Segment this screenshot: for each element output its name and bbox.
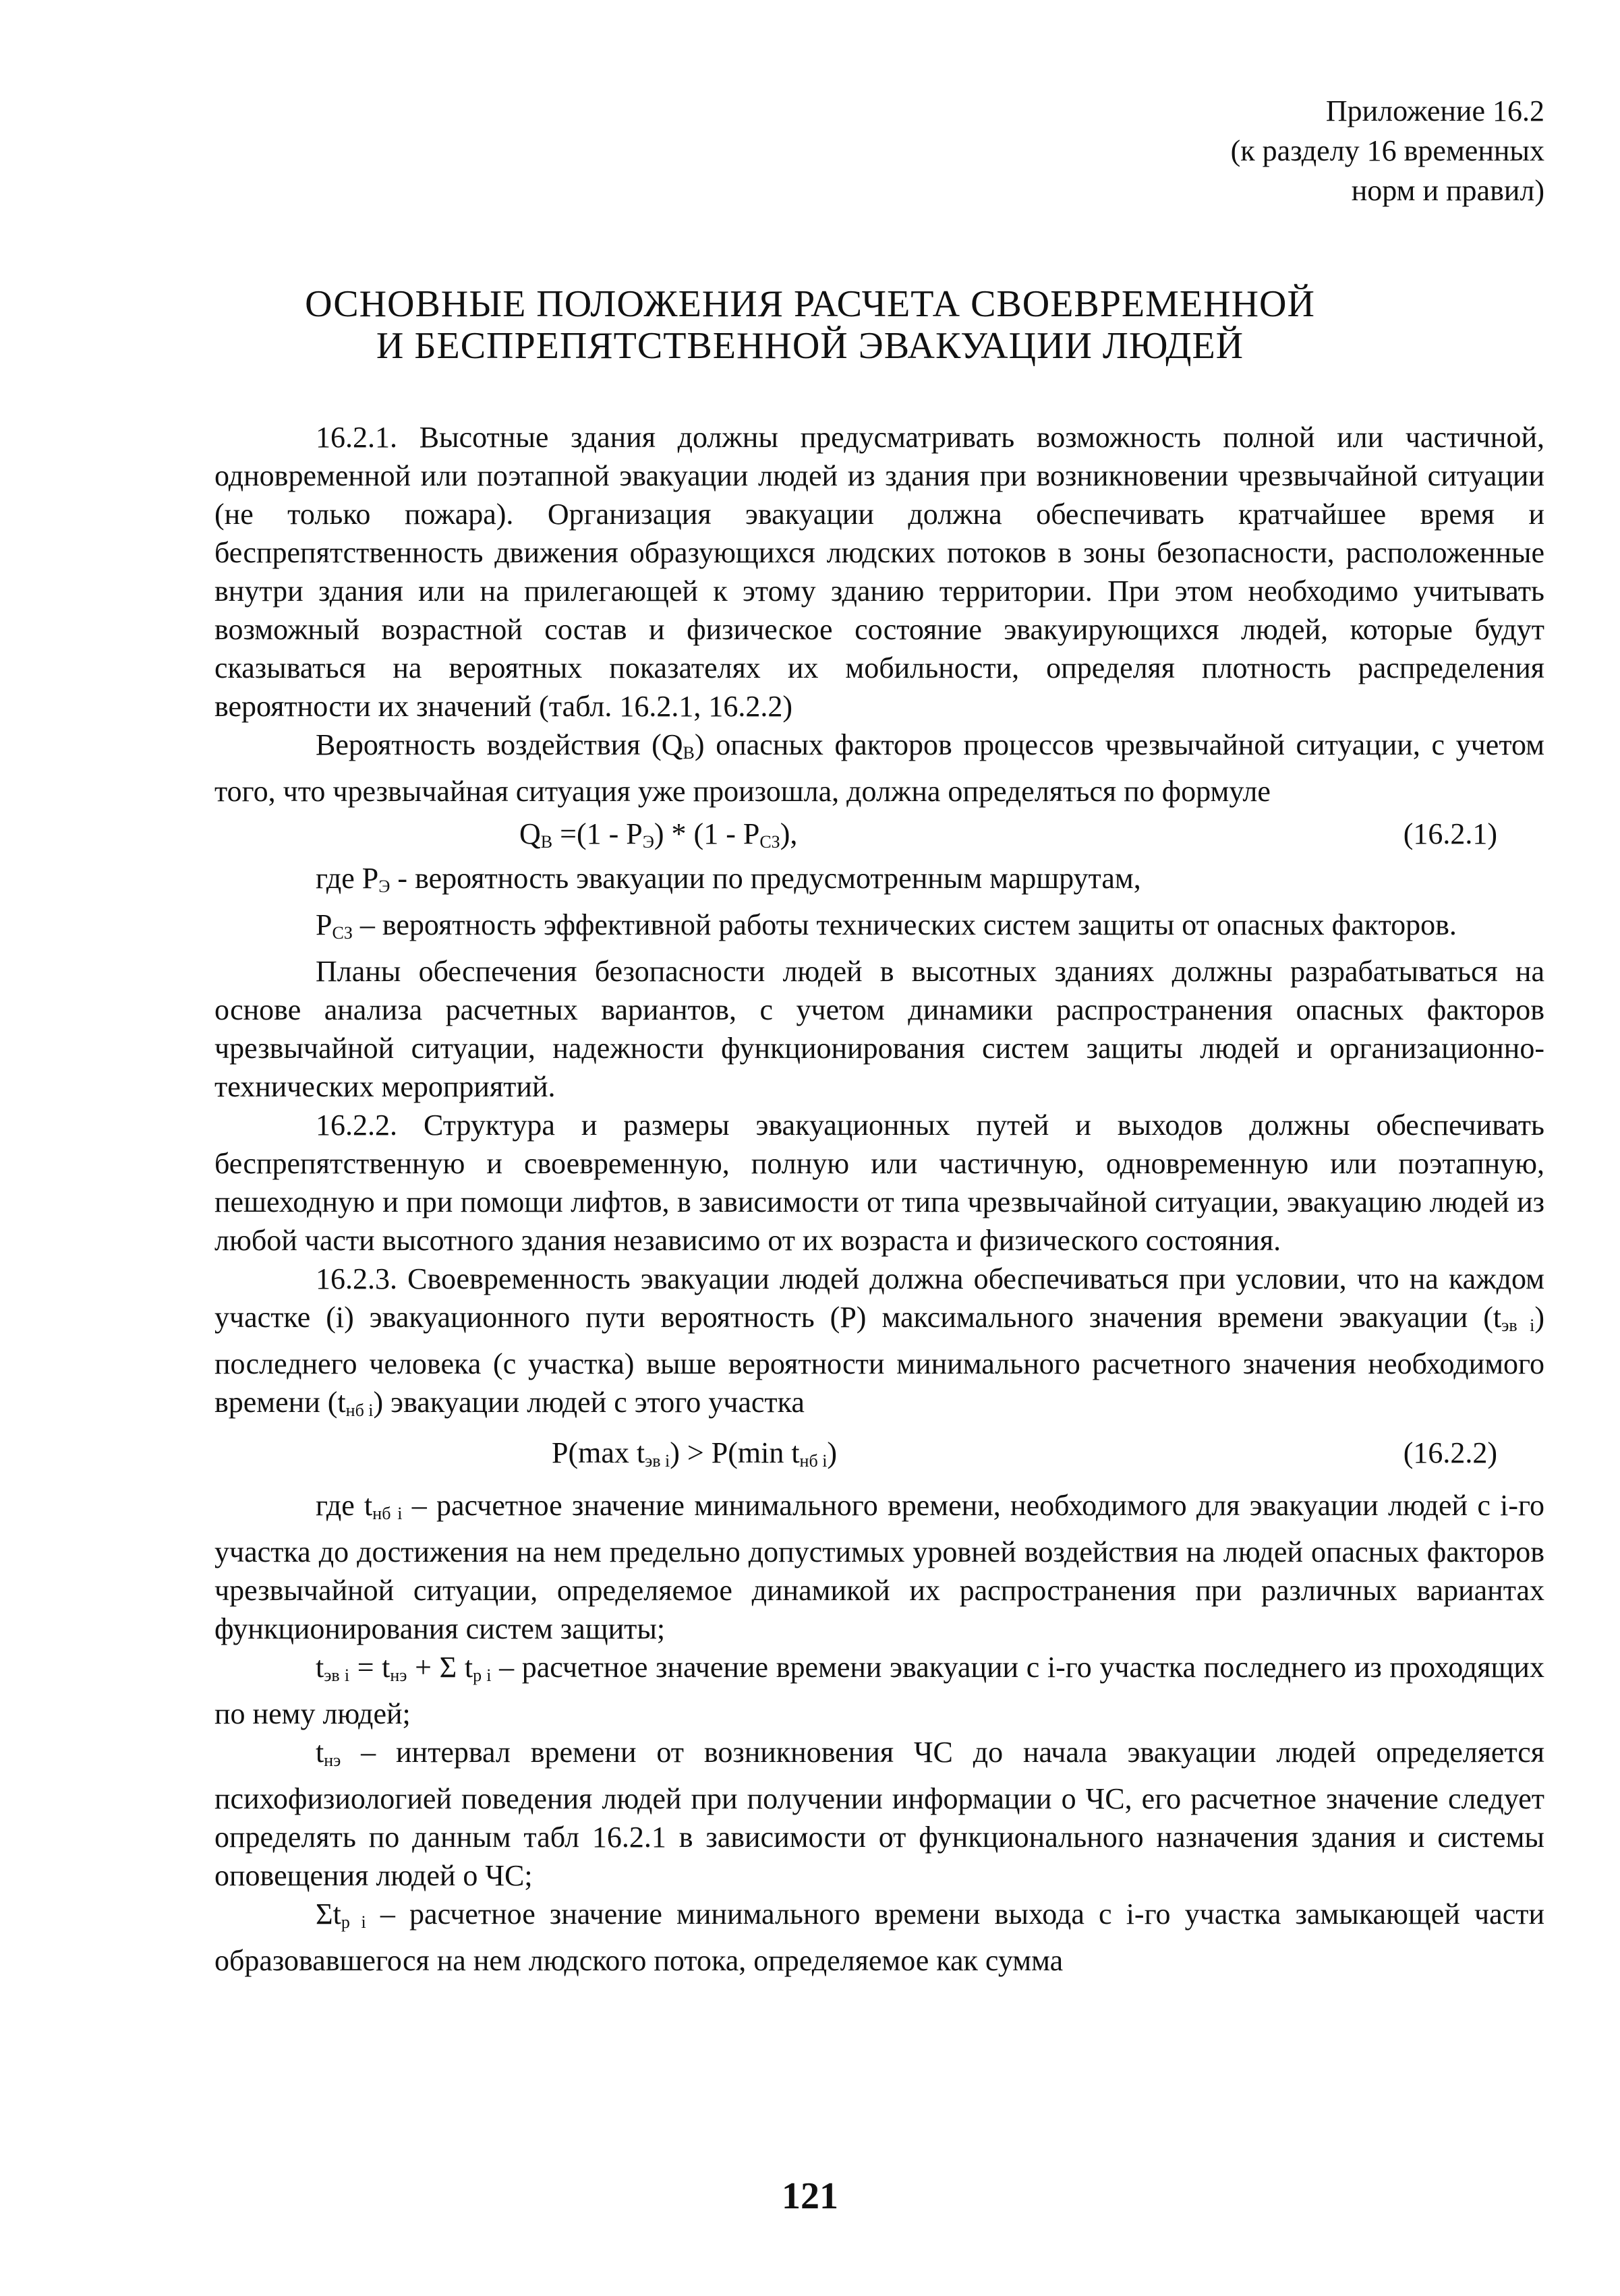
definition-t-ne: $t_{нэ}$ – интервал времени от возникновения ЧС до начала эвакуации людей определяется психофизиологией поведения людей при получении информации о ЧС, его расчетное значение следует определять по данным табл 16.2.1 в зависимости от функционального назначения здания и системы оповещения людей о ЧС; (214, 1736, 1544, 1892)
appendix-line: Приложение 16.2 (1325, 94, 1544, 127)
paragraph-16-2-2: 16.2.2. Структура и размеры эвакуационных путей и выходов должны обеспечивать беспрепятственную и своевременную, полную или частичную, одновременную или поэтапную, пешеходную и при помощи лифтов, в зависимости от типа чрезвычайной ситуации, эвакуацию людей из любой части высотного здания независимо от их возраста и физического состояния. (214, 1109, 1544, 1257)
formula-number: (16.2.2) (1403, 1436, 1497, 1469)
definition-sum-t-p: $\Sigma t_{р i}$ – расчетное значение минимального времени выхода с i-го участка замыкающей части образовавшегося на нем людского потока, определяемое как сумма (214, 1897, 1545, 1977)
definition-p-sz: $P_{СЗ}$ – вероятность эффективной работы технических систем защиты от опасных факторов. (316, 908, 1457, 943)
definition-p-e: где $P_Э$ - вероятность эвакуации по предусмотренным маршрутам, (316, 862, 1141, 896)
formula-16-2-2 (214, 1430, 1544, 1478)
title-line: ОСНОВНЫЕ ПОЛОЖЕНИЯ РАСЧЕТА СВОЕВРЕМЕННОЙ (305, 283, 1315, 325)
body-text (214, 418, 1544, 1980)
definition-t-ev: $t_{эв i} = t_{нэ} + \Sigma$ $t_{р i}$ – расчетное значение времени эвакуации с i-го участка последнего из проходящих по нему людей; (214, 1651, 1544, 1730)
formula-number: (16.2.1) (1403, 817, 1497, 850)
paragraph-16-2-1: 16.2.1. Высотные здания должны предусматривать возможность полной или частичной, одновременной или поэтапной эвакуации людей из здания при возникновении чрезвычайной ситуации (не только пожара). Организация эвакуации должна обеспечивать кратчайшее время и беспрепятственность движения образующихся людских потоков в зоны безопасности, расположенные внутри здания или на прилегающей к этому зданию территории. При этом необходимо учитывать возможный возрастной состав и физическое состояние эвакуирующихся людей, которые будут сказываться на вероятных показателях их мобильности, определяя плотность распределения вероятности их значений (табл. 16.2.1, 16.2.2) (214, 421, 1544, 723)
document-title (0, 283, 1620, 367)
formula-expression: $Q_В =(1 - P_Э) * (1 - P_{СЗ})$, (519, 817, 798, 852)
definition-t-nb: где $t_{нб i}$ – расчетное значение минимального времени, необходимого для эвакуации людей с i-го участка до достижения на нем предельно допустимых уровней воздействия на людей опасных факторов чрезвычайной ситуации, определяемое динамикой их распространения при различных вариантах функционирования систем защиты; (214, 1489, 1544, 1645)
paragraph-plans: Планы обеспечения безопасности людей в высотных зданиях должны разрабатываться на основе анализа расчетных вариантов, с учетом динамики распространения опасных факторов чрезвычайной ситуации, надежности функционирования систем защиты людей и организационно-технических мероприятий. (214, 955, 1544, 1103)
title-line: И БЕСПРЕПЯТСТВЕННОЙ ЭВАКУАЦИИ ЛЮДЕЙ (376, 325, 1244, 367)
appendix-line: норм и правил) (1351, 174, 1544, 207)
formula-16-2-1 (214, 811, 1544, 859)
paragraph-probability: Вероятность воздействия $(Q_В)$ опасных факторов процессов чрезвычайной ситуации, с учетом того, что чрезвычайная ситуация уже произошла, должна определяться по формуле (214, 728, 1544, 808)
appendix-line: (к разделу 16 временных (1230, 134, 1544, 167)
formula-expression: P(max $t_{эв i}) > P(\min$ $t_{нб i}$) (552, 1436, 838, 1471)
appendix-header (1231, 91, 1544, 210)
page-number: 121 (782, 2175, 838, 2217)
paragraph-16-2-3: 16.2.3. Своевременность эвакуации людей должна обеспечиваться при условии, что на каждом участке (i) эвакуационного пути вероятность (P) максимального значения времени эвакуации $(t_{эв i})$ последнего человека (с участка) выше вероятности минимального расчетного значения необходимого времени $(t_{нб i})$ эвакуации людей с этого участка (214, 1262, 1544, 1420)
